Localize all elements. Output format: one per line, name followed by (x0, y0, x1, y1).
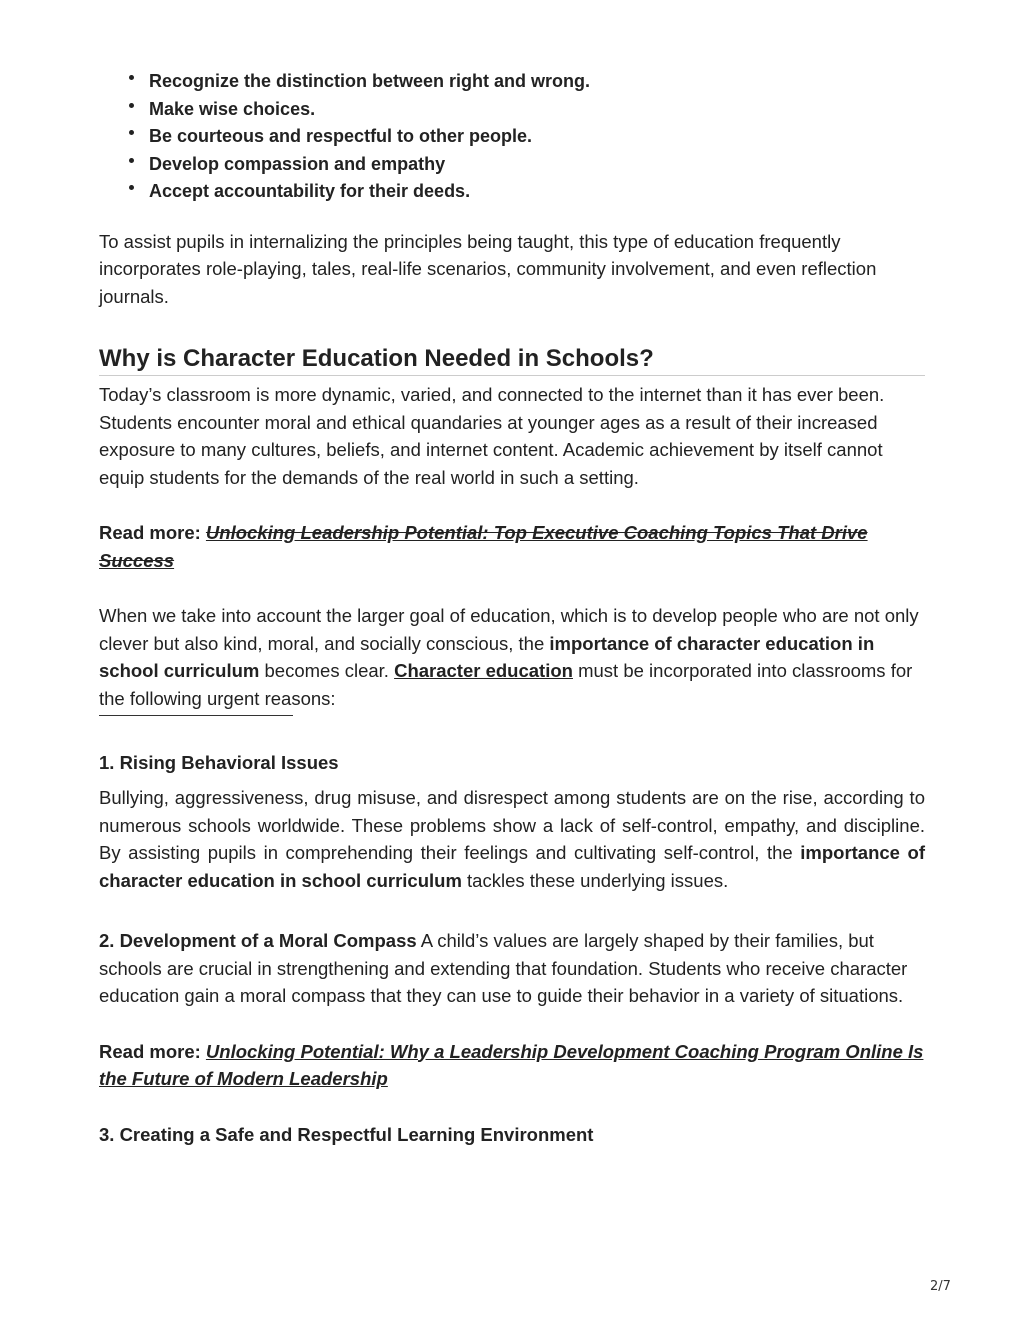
behavioral-text-2: tackles these underlying issues. (461, 869, 729, 891)
read-more-label: Read more: (99, 522, 201, 543)
bullet-item: Develop compassion and empathy (149, 151, 925, 179)
behavioral-issues-paragraph (99, 784, 925, 894)
subheading-safe-learning-environment: 3. Creating a Safe and Respectful Learning Environment (99, 1123, 594, 1145)
goal-text-3: must be incorporated into classrooms for the following urgent reasons: (99, 660, 913, 709)
goal-paragraph (99, 602, 925, 712)
values-bullet-list (99, 68, 925, 206)
moral-compass-paragraph (99, 927, 925, 1010)
goal-text-1: When we take into account the larger goal of education, which is to develop people who are not only clever but also kind, moral, and socially conscious, the (99, 605, 919, 654)
classroom-paragraph: Today’s classroom is more dynamic, varied, and connected to the internet than it has ever been. Students encounter moral and ethical quandaries at younger ages as a result of their increased exposure to many cultures, beliefs, and internet content. Academic achievement by itself cannot equip students for the demands of the real world in such a setting. (99, 384, 885, 488)
page-number: 2/7 (930, 1279, 951, 1294)
intro-paragraph: To assist pupils in internalizing the principles being taught, this type of education frequently incorporates role-playing, tales, real-life scenarios, community involvement, and even reflection journals. (99, 230, 877, 307)
bullet-item: Be courteous and respectful to other people. (149, 123, 925, 151)
goal-text-2: becomes clear. (259, 660, 395, 681)
behavioral-text-1: Bullying, aggressiveness, drug misuse, and disrespect among students are on the rise, according to numerous schools worldwide. These problems show a lack of self-control, empathy, and discipline. By assisting pupils in comprehending their feelings and cultivating self-control, the (99, 787, 925, 863)
read-more-link-leadership-development-program[interactable]: Unlocking Potential: Why a Leadership Development Coaching Program Online Is the Future of Modern Leadership (99, 1040, 924, 1089)
read-more-2 (99, 1038, 925, 1093)
read-more-1 (99, 519, 925, 574)
character-education-link[interactable]: Character education (394, 660, 573, 681)
subheading-moral-compass: 2. Development of a Moral Compass (99, 930, 417, 951)
behavioral-bold-text: importance of character education in school curriculum (99, 842, 925, 891)
read-more-label: Read more: (99, 1040, 201, 1062)
bullet-item: Accept accountability for their deeds. (149, 178, 925, 206)
section-heading: Why is Character Education Needed in Schools? (99, 343, 925, 376)
goal-bold-text: importance of character education in school curriculum (99, 632, 875, 681)
moral-compass-text: A child’s values are largely shaped by their families, but schools are crucial in strengthening and extending that foundation. Students who receive character education gain a moral compass that they can use to guide their behavior in a variety of situations. (99, 930, 908, 1006)
bullet-item: Make wise choices. (149, 96, 925, 124)
subheading-rising-behavioral-issues: 1. Rising Behavioral Issues (99, 752, 339, 773)
document-page (99, 68, 925, 1156)
bullet-item: Recognize the distinction between right and wrong. (149, 68, 925, 96)
read-more-link-leadership-coaching-topics[interactable]: Unlocking Leadership Potential: Top Executive Coaching Topics That Drive Success (99, 522, 868, 571)
